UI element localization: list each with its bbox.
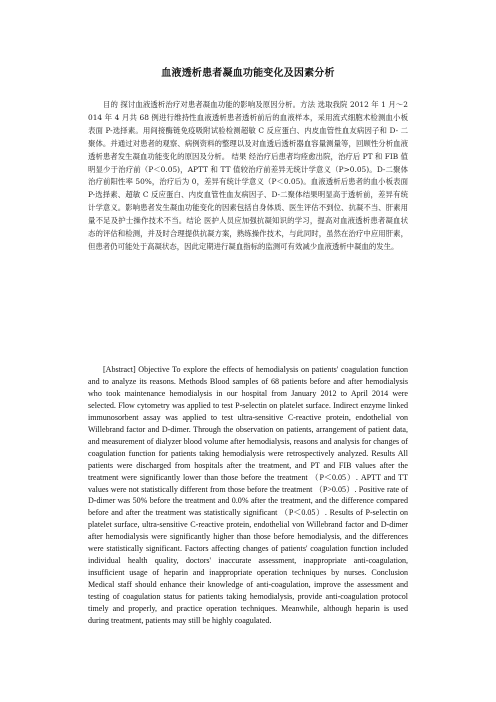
english-abstract: [Abstract] Objective To explore the effects of hemodialysis on patients' coagulation function and to analyze its reasons. Methods Blood samples of 68 patients before and after hemodialysis who took maintenance hemodialysis in our hospital from January 2012 to April 2014 were selected. Flow cytometry was applied to test P-selectin on platelet surface. Indirect enzyme linked immunosorbent assay was applied to test ultra-sensitive C-reactive protein, endothelial von Willebrand factor and D-dimer. Through the observation on patients, arrangement of patient data, and measurement of dialyzer blood volume after hemodialysis, reasons and analysis for changes of coagulation function for patients taking hemodialysis were retrospectively analyzed. Results All patients were discharged from hospitals after the treatment, and PT and FIB values after the treatment were significantly lower than those before the treatment （P＜0.05）. APTT and TT values were not statistically different from those before the treatment （P>0.05）. Positive rate of D-dimer was 50% before the treatment and 0.0% after the treatment, and the difference compared before and after the treatment was statistically significant （P＜0.05）. Results of P-selectin on platelet surface, ultra-sensitive C-reactive protein, endothelial von Willebrand factor and D-dimer after hemodialysis were significantly higher than those before hemodialysis, and the differences were statistically significant. Factors affecting changes of patients' coagulation function included individual health quality, doctors' inaccurate assessment, inappropriate anti-coagulation, insufficient usage of heparin and inappropriate operation techniques by nurses. Conclusion Medical staff should enhance their knowledge of anti-coagulation, improve the assessment and testing of coagulation status for patients taking hemodialysis, provide anti-coagulation protocol timely and properly, and practice operation techniques. Meanwhile, although heparin is used during treatment, patients may still be highly coagulated. [88, 365, 408, 626]
document-page [88, 0, 408, 702]
page-title: 血液透析患者凝血功能变化及因素分析 [161, 68, 335, 79]
chinese-abstract: 目的 探讨血液透析治疗对患者凝血功能的影响及原因分析。方法 选取我院 2012 年 1 月～2014 年 4 月共 68 例进行维持性血液透析患者透析前后的血液样本，采用流式细胞术检测血小板表面 P-选择素。用间接酶链免疫吸附试验检测超敏 C 反应蛋白、内皮血管性血友病因子和 D- 二聚体。并通过对患者的观察、病例资料的整理以及对血透后透析器血容量测量等，回顾性分析血液透析患者发生凝血功能变化的原因及分析。 结果 经治疗后患者均痊愈出院，治疗后 PT 和 FIB 值明显少于治疗前（P＜0.05)，APTT 和 TT 值较治疗前差异无统计学意义（P>0.05)。D-二聚体治疗前阳性率 50%，治疗后为 0，差异有统计学意义（P＜0.05)。血液透析后患者的血小板表面 P-选择素、超敏 C 反应蛋白、内皮血管性血友病因子、D-二聚体结果明显高于透析前，差异有统计学意义。影响患者发生凝血功能变化的因素包括自身体质、医生评估不到位、抗凝不当、肝素用量不足及护士操作技术不当。结论 医护人员应加强抗凝知识的学习，提高对血液透析患者凝血状态的评估和检测，并及时合理提供抗凝方案，熟练操作技术，与此同时，虽然在治疗中应用肝素，但患者仍可能处于高凝状态，因此定期进行凝血指标的监测可有效减少血液透析中凝血的发生。 [88, 100, 408, 251]
